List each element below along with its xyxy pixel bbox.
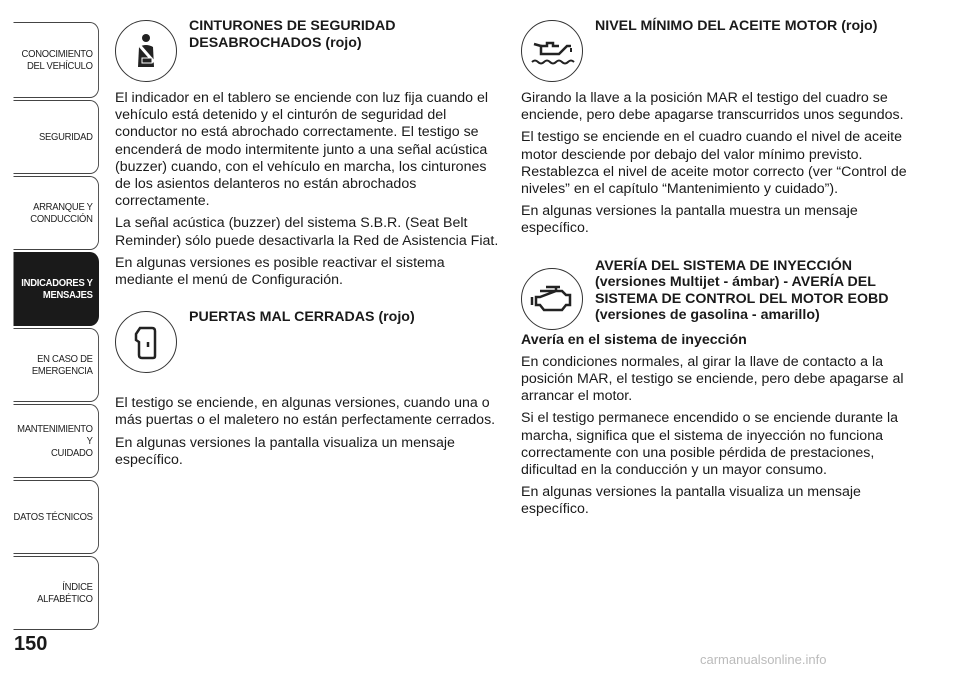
tab-datos-tecnicos[interactable]: DATOS TÉCNICOS	[14, 480, 100, 554]
right-column	[521, 18, 907, 524]
chapter-tabs	[0, 0, 102, 678]
tab-indice[interactable]: ÍNDICE ALFABÉTICO	[14, 556, 100, 630]
tab-mantenimiento[interactable]: MANTENIMIENTO Y CUIDADO	[14, 404, 100, 478]
seatbelt-title: CINTURONES DE SEGURIDAD DESABROCHADOS (rojo)	[189, 18, 396, 51]
tab-indicadores[interactable]: INDICADORES Y MENSAJES	[14, 252, 100, 326]
oil-paragraph: En algunas versiones la pantalla muestra un mensaje específico.	[521, 203, 858, 237]
engine-paragraph: En condiciones normales, al girar la llave de contacto a la posición MAR, el testigo se enciende, pero debe apagarse al arrancar el motor.	[521, 353, 904, 405]
page-number: 150	[14, 633, 48, 655]
engine-paragraph: Si el testigo permanece encendido o se enciende durante la marcha, significa que el sistema de inyección no funciona correctamente con una posible pérdida de prestaciones, dificultad en la conducción y un mayor consumo.	[521, 410, 899, 479]
left-column	[115, 18, 501, 474]
engine-paragraph: En algunas versiones la pantalla visualiza un mensaje específico.	[521, 484, 861, 518]
tab-conocimiento[interactable]: CONOCIMIENTO DEL VEHÍCULO	[14, 22, 100, 98]
watermark: carmanualsonline.info	[700, 652, 827, 667]
oil-can-icon	[521, 20, 583, 82]
door-open-icon	[115, 311, 177, 373]
seatbelt-paragraph: La señal acústica (buzzer) del sistema S.B.R. (Seat Belt Reminder) sólo puede desactivarla la Red de Asistencia Fiat.	[115, 215, 499, 249]
oil-title: NIVEL MÍNIMO DEL ACEITE MOTOR (rojo)	[595, 18, 878, 34]
engine-icon	[521, 268, 583, 330]
seatbelt-paragraph: En algunas versiones es posible reactivar el sistema mediante el menú de Configuración.	[115, 254, 445, 289]
oil-paragraph: El testigo se enciende en el cuadro cuando el nivel de aceite motor desciende por debajo del valor mínimo previsto. Restablezca el nivel de aceite motor correcto (ver “Control de niveles” en el capítulo “Mantenimiento y cuidado”).	[521, 129, 907, 198]
seatbelt-paragraph: El indicador en el tablero se enciende con luz fija cuando el vehículo está detenido y el cinturón de seguridad del conductor no está abrochado correctamente. El testigo se encenderá de modo intermitente junto a una señal acústica (buzzer) cuando, con el vehículo en marcha, los cinturones de los asientos delanteros no están abrochados correctamente.	[115, 90, 489, 210]
doors-section-header	[115, 309, 501, 373]
seatbelt-icon	[115, 20, 177, 82]
doors-title: PUERTAS MAL CERRADAS (rojo)	[189, 309, 415, 326]
doors-paragraph: El testigo se enciende, en algunas versiones, cuando una o más puertas o el maletero no están perfectamente cerrados.	[115, 395, 496, 429]
tab-seguridad[interactable]: SEGURIDAD	[14, 100, 100, 174]
engine-title: AVERÍA DEL SISTEMA DE INYECCIÓN (versiones Multijet - ámbar) - AVERÍA DEL SISTEMA DE CONTROL DEL MOTOR EOBD (versiones de gasolina - amarillo)	[595, 257, 889, 324]
tab-emergencia[interactable]: EN CASO DE EMERGENCIA	[14, 328, 100, 402]
engine-section-header	[521, 258, 907, 330]
doors-paragraph: En algunas versiones la pantalla visualiza un mensaje específico.	[115, 434, 455, 468]
engine-subtitle: Avería en el sistema de inyección	[521, 331, 747, 348]
seatbelt-section-header	[115, 18, 501, 82]
oil-section-header	[521, 18, 907, 82]
tab-arranque[interactable]: ARRANQUE Y CONDUCCIÓN	[14, 176, 100, 250]
oil-paragraph: Girando la llave a la posición MAR el testigo del cuadro se enciende, pero debe apagarse transcurridos unos segundos.	[521, 90, 904, 124]
